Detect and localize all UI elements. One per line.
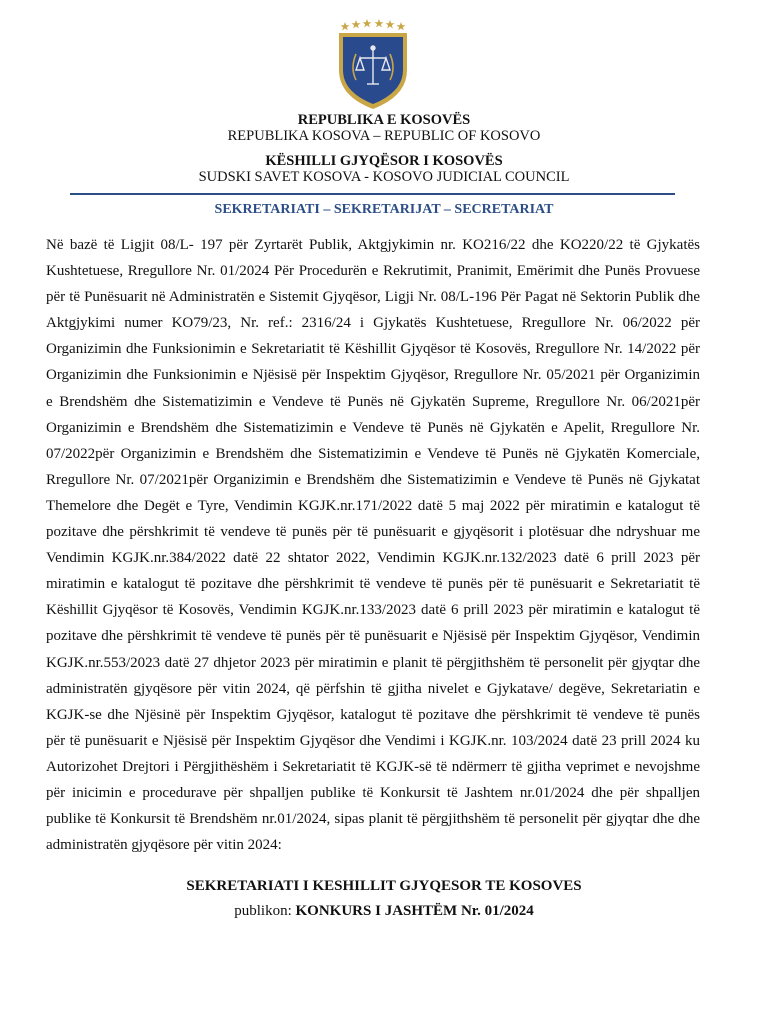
paragraph-line: Vendimin KGJK.nr.384/2022 datë 22 shtator 2022, Vendimin KGJK.nr.132/2023 datë 6 prill 2023 për <box>46 550 700 567</box>
paragraph-line: Kushtetuese, Rregullore Nr. 01/2024 Për Procedurën e Rekrutimit, Pranimit, Emërimit dhe Punës Provuese <box>46 263 700 280</box>
paragraph-line: Themelore dhe Degët e Tyre, Vendimin KGJK.nr.171/2022 datë 5 maj 2022 për miratimin e katalogut të <box>46 497 700 514</box>
paragraph-line: pozitave dhe përshkrimit të vendeve të punës për të punësuarit e Njësisë për Inspektim Gjyqësor, Vendimin <box>46 628 700 645</box>
council-name-multilingual: SUDSKI SAVET KOSOVA - KOSOVO JUDICIAL COUNCIL <box>198 169 570 185</box>
paragraph-line: publike të Konkursit të Brendshëm nr.01/2024, sipas planit të përgjithshëm të personelit për gjyqtar dhe dhe <box>46 811 700 828</box>
paragraph-line: pozitave dhe përshkrimit të vendeve të punës për të punësuarit e gjyqësorit i plotësuar dhe ndryshuar me <box>46 524 700 541</box>
paragraph-line: për të punësuarit e Njësisë për Inspektim Gjyqësor dhe Vendimi i KGJK.nr. 103/2024 datë 23 prill 2024 ku <box>46 732 700 749</box>
header-divider <box>70 193 675 195</box>
paragraph-line: Këshillit Gjyqësor të Kosovës, Vendimin KGJK.nr.133/2023 datë 6 prill 2023 për miratimin e katalogut të <box>46 602 700 619</box>
publisher-title: SEKRETARIATI I KESHILLIT GJYQESOR TE KOSOVES <box>186 878 582 894</box>
paragraph-line: Në bazë të Ligjit 08/L- 197 për Zyrtarët Publik, Aktgjykimin nr. KO216/22 dhe KO220/22 të Gjykatës <box>46 237 700 253</box>
paragraph-line: Organizimin dhe Funksionimin e Sekretariatit të Këshillit Gjyqësor të Kosovës, Rregullore Nr. 14/2022 për <box>46 341 700 358</box>
council-name-albanian: KËSHILLI GJYQËSOR I KOSOVËS <box>265 153 503 169</box>
paragraph-line: Autorizohet Drejtori i Përgjithëshëm i Sekretariatit të KGJK-së të ndërmerr të gjitha veprimet e nevojshme <box>46 758 700 775</box>
stars-icon <box>341 19 406 30</box>
paragraph-line: miratimin e katalogut të pozitave dhe përshkrimit të vendeve të punës për të punësuarit e Sekretariatit të <box>46 576 700 593</box>
paragraph-line: Organizimin dhe Funksionimin e Njësisë për Inspektim Gjyqësor, Rregullore Nr. 05/2021 për Organizimin <box>46 367 700 384</box>
paragraph-line: Aktgjykimi numer KO79/23, Nr. ref.: 2316/24 i Gjykatës Kushtetuese, Rregullore Nr. 06/2022 për <box>46 315 700 332</box>
publishes-label: publikon: <box>234 903 292 919</box>
paragraph-line: Organizimin e Brendshëm dhe Sistematizimin e Vendeve të Punës në Gjykatën e Apelit, Rregullore Nr. <box>46 419 700 436</box>
paragraph-line: e Brendshëm dhe Sistematizimin e Vendeve të Punës në Gjykatën Supreme, Rregullore Nr. 06/2021për <box>46 393 700 410</box>
paragraph-line: administratën gjyqësore për vitin 2024, që përfshin të gjitha nivelet e Gjykatave/ degëve, Sekretariatin e <box>46 680 700 697</box>
paragraph-line: për inicimin e procedurave për shpalljen publike të Konkursit të Jashtem nr.01/2024 dhe për shpalljen <box>46 784 700 801</box>
legal-basis-paragraph <box>46 232 700 858</box>
paragraph-line: KGJK.nr.553/2023 datë 27 dhjetor 2023 për miratimin e planit të përgjithshëm të personelit për gjyqtar dhe <box>46 654 700 671</box>
country-name-multilingual: REPUBLIKA KOSOVA – REPUBLIC OF KOSOVO <box>227 128 541 144</box>
paragraph-line: për të Punësuarit në Administratën e Sistemit Gjyqësor, Ligji Nr. 08/L-196 Për Pagat në Sektorin Publik dhe <box>46 289 700 306</box>
announcement-title: KONKURS I JASHTËM Nr. 01/2024 <box>295 903 534 919</box>
paragraph-line: 07/2022për Organizimin e Brendshëm dhe Sistematizimin e Vendeve të Punës në Gjykatën Komerciale, <box>46 445 700 462</box>
announcement-line <box>0 903 768 920</box>
kosovo-judicial-council-emblem <box>336 18 410 110</box>
paragraph-line: Rregullore Nr. 07/2021për Organizimin e Brendshëm dhe Sistematizimin e Vendeve të Punës në Gjykatat <box>46 471 700 488</box>
paragraph-line: KGJK-se dhe Njësinë për Inspektim Gjyqësor, katalogut të pozitave dhe përshkrimit të vendeve të punës <box>46 706 700 723</box>
country-name-albanian: REPUBLIKA E KOSOVËS <box>297 112 471 128</box>
paragraph-line: administratën gjyqësore për vitin 2024: <box>46 837 282 854</box>
secretariat-heading: SEKRETARIATI – SEKRETARIJAT – SECRETARIAT <box>214 202 554 217</box>
